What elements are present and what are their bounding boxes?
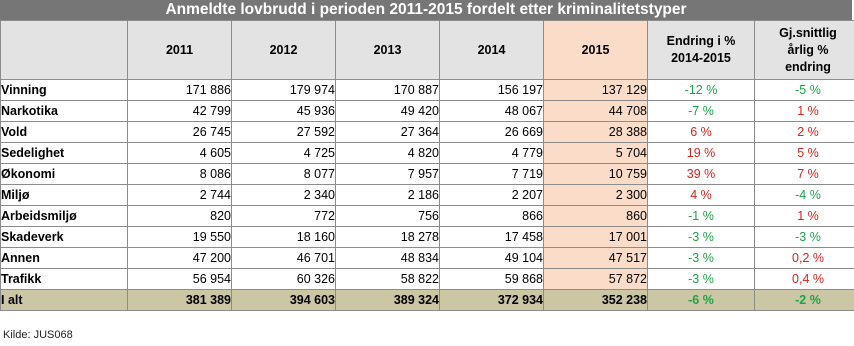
value-cell-2012: 45 936 bbox=[232, 101, 336, 122]
value-cell-2013: 389 324 bbox=[336, 290, 440, 311]
row-label: Skadeverk bbox=[1, 227, 128, 248]
value-cell-2012: 8 077 bbox=[232, 164, 336, 185]
table-title: Anmeldte lovbrudd i perioden 2011-2015 fordelt etter kriminalitetstyper bbox=[0, 0, 852, 20]
value-cell-2013: 2 186 bbox=[336, 185, 440, 206]
row-label: Økonomi bbox=[1, 164, 128, 185]
value-cell-2012: 179 974 bbox=[232, 80, 336, 101]
value-cell-2014: 48 067 bbox=[440, 101, 544, 122]
change-cell: 4 % bbox=[648, 185, 755, 206]
header-text: Gj.snittlig bbox=[779, 25, 837, 40]
value-cell-2012: 46 701 bbox=[232, 248, 336, 269]
value-cell-2013: 48 834 bbox=[336, 248, 440, 269]
header-text: 2011 bbox=[165, 42, 194, 57]
source-note: Kilde: JUS068 bbox=[3, 329, 73, 341]
value-cell-2015: 57 872 bbox=[544, 269, 648, 290]
value-cell-2013: 27 364 bbox=[336, 122, 440, 143]
change-cell: 6 % bbox=[648, 122, 755, 143]
header-row bbox=[1, 21, 854, 80]
value-cell-2015: 17 001 bbox=[544, 227, 648, 248]
row-label: Trafikk bbox=[1, 269, 128, 290]
value-cell-2015: 352 238 bbox=[544, 290, 648, 311]
header-avg-annual-change bbox=[755, 21, 854, 80]
change-cell: 39 % bbox=[648, 164, 755, 185]
row-label: Sedelighet bbox=[1, 143, 128, 164]
header-text: Endring i % bbox=[666, 34, 736, 48]
value-cell-2011: 8 086 bbox=[128, 164, 232, 185]
value-cell-2011: 19 550 bbox=[128, 227, 232, 248]
value-cell-2012: 2 340 bbox=[232, 185, 336, 206]
value-cell-2012: 60 326 bbox=[232, 269, 336, 290]
row-label: I alt bbox=[1, 290, 128, 311]
row-label: Vold bbox=[1, 122, 128, 143]
value-cell-2014: 866 bbox=[440, 206, 544, 227]
header-2012 bbox=[232, 21, 336, 80]
header-change-2014-2015 bbox=[648, 21, 755, 80]
value-cell-2013: 170 887 bbox=[336, 80, 440, 101]
header-2013 bbox=[336, 21, 440, 80]
header-2015 bbox=[544, 21, 648, 80]
value-cell-2014: 4 779 bbox=[440, 143, 544, 164]
avg-change-cell: -3 % bbox=[755, 227, 854, 248]
crime-statistics-table bbox=[0, 20, 854, 311]
avg-change-cell: 5 % bbox=[755, 143, 854, 164]
value-cell-2013: 49 420 bbox=[336, 101, 440, 122]
value-cell-2011: 47 200 bbox=[128, 248, 232, 269]
value-cell-2015: 47 517 bbox=[544, 248, 648, 269]
row-label: Arbeidsmiljø bbox=[1, 206, 128, 227]
avg-change-cell: -5 % bbox=[755, 80, 854, 101]
table-row bbox=[1, 101, 854, 122]
change-cell: -12 % bbox=[648, 80, 755, 101]
header-2014 bbox=[440, 21, 544, 80]
avg-change-cell: -2 % bbox=[755, 290, 854, 311]
avg-change-cell: 2 % bbox=[755, 122, 854, 143]
header-text: 2014 bbox=[477, 42, 506, 57]
header-text: 2014-2015 bbox=[671, 51, 731, 65]
change-cell: 19 % bbox=[648, 143, 755, 164]
value-cell-2015: 28 388 bbox=[544, 122, 648, 143]
value-cell-2011: 42 799 bbox=[128, 101, 232, 122]
value-cell-2015: 137 129 bbox=[544, 80, 648, 101]
change-cell: -3 % bbox=[648, 227, 755, 248]
table-row bbox=[1, 122, 854, 143]
value-cell-2015: 2 300 bbox=[544, 185, 648, 206]
value-cell-2011: 26 745 bbox=[128, 122, 232, 143]
change-cell: -3 % bbox=[648, 248, 755, 269]
value-cell-2012: 772 bbox=[232, 206, 336, 227]
value-cell-2014: 7 719 bbox=[440, 164, 544, 185]
value-cell-2014: 372 934 bbox=[440, 290, 544, 311]
row-label: Vinning bbox=[1, 80, 128, 101]
value-cell-2015: 44 708 bbox=[544, 101, 648, 122]
avg-change-cell: -4 % bbox=[755, 185, 854, 206]
value-cell-2015: 10 759 bbox=[544, 164, 648, 185]
value-cell-2014: 17 458 bbox=[440, 227, 544, 248]
value-cell-2011: 381 389 bbox=[128, 290, 232, 311]
change-cell: -1 % bbox=[648, 206, 755, 227]
change-cell: -3 % bbox=[648, 269, 755, 290]
table-row bbox=[1, 269, 854, 290]
header-stub bbox=[1, 21, 128, 80]
value-cell-2013: 756 bbox=[336, 206, 440, 227]
value-cell-2011: 171 886 bbox=[128, 80, 232, 101]
header-text: årlig % bbox=[787, 42, 829, 57]
value-cell-2012: 4 725 bbox=[232, 143, 336, 164]
avg-change-cell: 1 % bbox=[755, 101, 854, 122]
value-cell-2014: 2 207 bbox=[440, 185, 544, 206]
avg-change-cell: 1 % bbox=[755, 206, 854, 227]
row-label: Annen bbox=[1, 248, 128, 269]
table-row bbox=[1, 164, 854, 185]
table-body bbox=[1, 80, 854, 311]
table-row bbox=[1, 248, 854, 269]
header-text: 2013 bbox=[373, 42, 402, 57]
header-2011 bbox=[128, 21, 232, 80]
total-row bbox=[1, 290, 854, 311]
table-row bbox=[1, 143, 854, 164]
table-row bbox=[1, 227, 854, 248]
row-label: Narkotika bbox=[1, 101, 128, 122]
value-cell-2011: 56 954 bbox=[128, 269, 232, 290]
table-row bbox=[1, 80, 854, 101]
row-label: Miljø bbox=[1, 185, 128, 206]
avg-change-cell: 7 % bbox=[755, 164, 854, 185]
value-cell-2013: 18 278 bbox=[336, 227, 440, 248]
value-cell-2011: 820 bbox=[128, 206, 232, 227]
value-cell-2012: 18 160 bbox=[232, 227, 336, 248]
avg-change-cell: 0,4 % bbox=[755, 269, 854, 290]
value-cell-2014: 59 868 bbox=[440, 269, 544, 290]
change-cell: -7 % bbox=[648, 101, 755, 122]
value-cell-2011: 4 605 bbox=[128, 143, 232, 164]
value-cell-2011: 2 744 bbox=[128, 185, 232, 206]
value-cell-2012: 27 592 bbox=[232, 122, 336, 143]
header-text: 2012 bbox=[269, 42, 298, 57]
value-cell-2015: 5 704 bbox=[544, 143, 648, 164]
table-row bbox=[1, 206, 854, 227]
table-row bbox=[1, 185, 854, 206]
value-cell-2013: 58 822 bbox=[336, 269, 440, 290]
value-cell-2014: 156 197 bbox=[440, 80, 544, 101]
header-text: 2015 bbox=[581, 42, 610, 57]
change-cell: -6 % bbox=[648, 290, 755, 311]
avg-change-cell: 0,2 % bbox=[755, 248, 854, 269]
header-text: endring bbox=[785, 59, 831, 74]
value-cell-2014: 26 669 bbox=[440, 122, 544, 143]
value-cell-2012: 394 603 bbox=[232, 290, 336, 311]
value-cell-2014: 49 104 bbox=[440, 248, 544, 269]
value-cell-2015: 860 bbox=[544, 206, 648, 227]
value-cell-2013: 4 820 bbox=[336, 143, 440, 164]
value-cell-2013: 7 957 bbox=[336, 164, 440, 185]
